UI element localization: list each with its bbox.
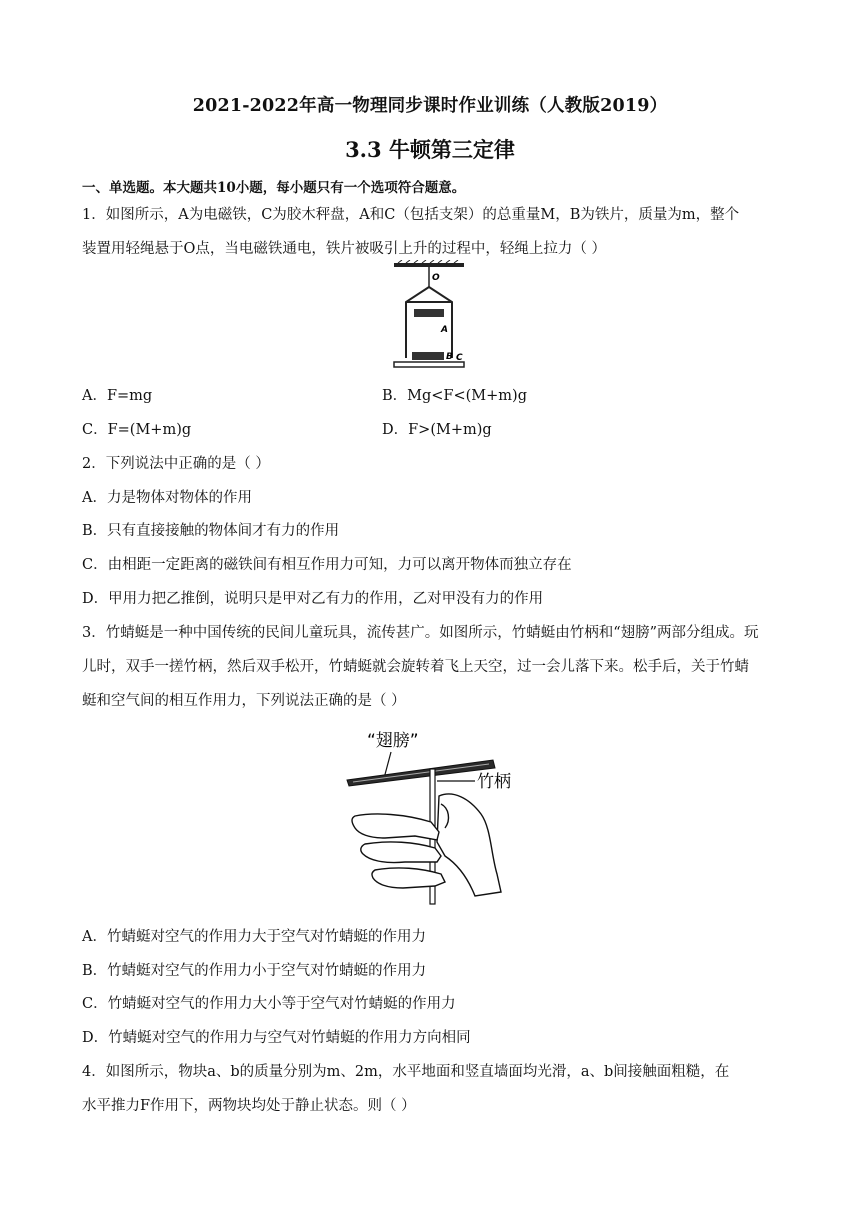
lesson-title: 3.3 牛顿第三定律 bbox=[345, 137, 515, 162]
iron-piece-b bbox=[412, 352, 444, 360]
support-frame bbox=[406, 287, 452, 358]
bamboo-dragonfly-figure bbox=[345, 724, 525, 909]
q2-option-d[interactable]: D．甲用力把乙推倒，说明只是甲对乙有力的作用，乙对甲没有力的作用 bbox=[82, 591, 544, 607]
q1-option-c[interactable]: C．F=(M+m)g bbox=[82, 422, 192, 438]
q3-option-a[interactable]: A．竹蜻蜓对空气的作用力大于空气对竹蜻蜓的作用力 bbox=[82, 929, 426, 945]
electromagnet-a bbox=[414, 309, 444, 317]
q4-stem-line-2: 水平推力F作用下，两物块均处于静止状态。则（ ） bbox=[82, 1098, 416, 1114]
q1-stem-line-2: 装置用轻绳悬于O点，当电磁铁通电，铁片被吸引上升的过程中，轻绳上拉力（ ） bbox=[82, 241, 606, 257]
q3-option-c[interactable]: C．竹蜻蜓对空气的作用力大小等于空气对竹蜻蜓的作用力 bbox=[82, 996, 456, 1012]
hands-sketch bbox=[352, 794, 501, 896]
label-wing: “翅膀” bbox=[367, 731, 419, 751]
label-handle: 竹柄 bbox=[477, 772, 511, 792]
electromagnet-scale-figure bbox=[380, 260, 480, 378]
worksheet-title: 2021-2022年高一物理同步课时作业训练（人教版2019） bbox=[192, 96, 668, 116]
label-o: O bbox=[432, 273, 440, 283]
q1-option-b[interactable]: B．Mg<F<(M+m)g bbox=[382, 388, 527, 404]
q3-stem-line-2: 儿时，双手一搓竹柄，然后双手松开，竹蜻蜓就会旋转着飞上天空，过一会儿落下来。松手后，关于竹蜻 bbox=[82, 659, 749, 675]
label-b: B bbox=[446, 352, 453, 362]
q3-option-b[interactable]: B．竹蜻蜓对空气的作用力小于空气对竹蜻蜓的作用力 bbox=[82, 963, 427, 979]
q2-option-c[interactable]: C．由相距一定距离的磁铁间有相互作用力可知，力可以离开物体而独立存在 bbox=[82, 557, 572, 573]
q2-stem: 2．下列说法中正确的是（ ） bbox=[82, 456, 270, 472]
q3-option-d[interactable]: D．竹蜻蜓对空气的作用力与空气对竹蜻蜓的作用力方向相同 bbox=[82, 1030, 471, 1046]
q2-option-a[interactable]: A．力是物体对物体的作用 bbox=[82, 490, 252, 506]
section-heading: 一、单选题。本大题共10小题，每小题只有一个选项符合题意。 bbox=[82, 180, 466, 196]
label-a: A bbox=[441, 325, 448, 335]
scale-pan-c bbox=[394, 362, 464, 367]
q3-stem-line-1: 3．竹蜻蜓是一种中国传统的民间儿童玩具，流传甚广。如图所示，竹蜻蜓由竹柄和“翅膀”两部分组成。玩 bbox=[82, 625, 759, 641]
q3-stem-line-3: 蜓和空气间的相互作用力，下列说法正确的是（ ） bbox=[82, 693, 406, 709]
q4-stem-line-1: 4．如图所示，物块a、b的质量分别为m、2m，水平地面和竖直墙面均光滑，a、b间接触面粗糙，在 bbox=[82, 1064, 730, 1080]
ceiling-bar bbox=[394, 263, 464, 267]
label-c: C bbox=[456, 353, 463, 363]
q1-option-a[interactable]: A．F=mg bbox=[82, 388, 153, 404]
q1-stem-line-1: 1．如图所示，A为电磁铁，C为胶木秤盘，A和C（包括支架）的总重量M，B为铁片，质量为m，整个 bbox=[82, 207, 740, 223]
q2-option-b[interactable]: B．只有直接接触的物体间才有力的作用 bbox=[82, 523, 340, 539]
q1-option-d[interactable]: D．F>(M+m)g bbox=[382, 422, 492, 438]
